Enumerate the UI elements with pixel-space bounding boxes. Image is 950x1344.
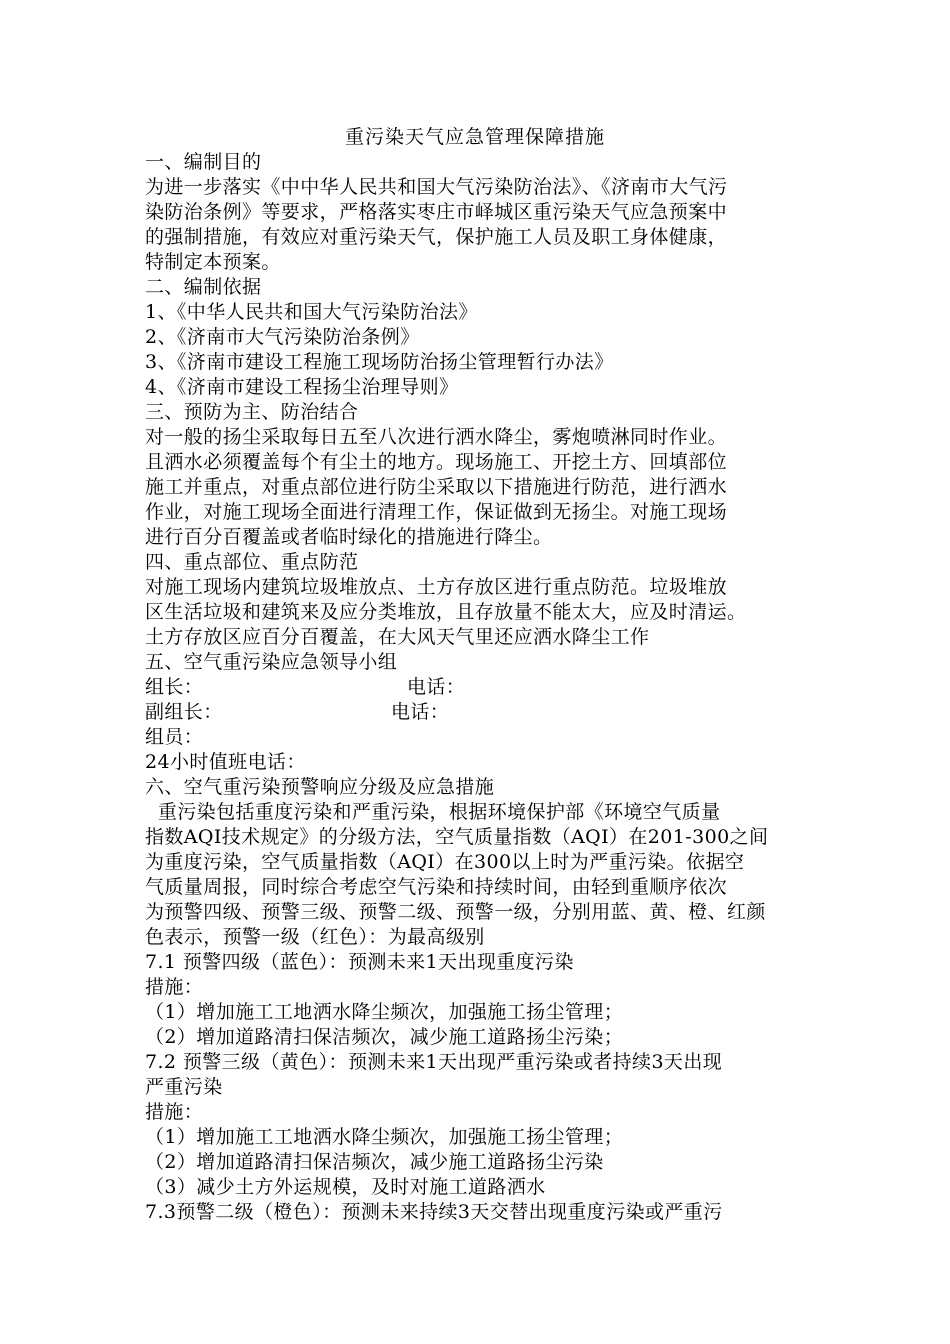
paragraph-line: 区生活垃圾和建筑来及应分类堆放，且存放量不能太大，应及时清运。 (145, 601, 747, 623)
measure-item: （3）减少土方外运规模，及时对施工道路洒水 (145, 1176, 546, 1198)
paragraph-line: 色表示，预警一级（红色）：为最高级别 (145, 926, 485, 948)
document-title: 重污染天气应急管理保障措施 (344, 126, 605, 148)
paragraph-line: 对施工现场内建筑垃圾堆放点、土方存放区进行重点防范。垃圾堆放 (145, 576, 728, 598)
deputy-phone-label: 电话： (391, 701, 450, 723)
section-heading-prevention: 三、预防为主、防治结合 (145, 401, 359, 423)
paragraph-line: 重污染包括重度污染和严重污染，根据环境保护部《环境空气质量 (145, 801, 721, 823)
measure-item: （2）增加道路清扫保洁频次，减少施工道路扬尘污染； (145, 1026, 624, 1048)
measure-item: （2）增加道路清扫保洁频次，减少施工道路扬尘污染 (145, 1151, 604, 1173)
measures-label: 措施： (145, 976, 204, 998)
deputy-label: 副组长： (145, 701, 223, 723)
list-item: 1、《中华人民共和国大气污染防治法》 (145, 301, 478, 323)
subsection-heading-level2: 7.3预警二级（橙色）：预测未来持续3天交替出现重度污染或严重污 (145, 1201, 723, 1223)
paragraph-line: 作业，对施工现场全面进行清理工作，保证做到无扬尘。对施工现场 (145, 501, 728, 523)
measure-item: （1）增加施工工地洒水降尘频次，加强施工扬尘管理； (145, 1126, 624, 1148)
duty-phone-label: 24小时值班电话： (145, 751, 306, 773)
member-label: 组员： (145, 726, 204, 748)
list-item: 3、《济南市建设工程施工现场防治扬尘管理暂行办法》 (145, 351, 614, 373)
measure-item: （1）增加施工工地洒水降尘频次，加强施工扬尘管理； (145, 1001, 624, 1023)
measures-label: 措施： (145, 1101, 204, 1123)
paragraph-line: 的强制措施，有效应对重污染天气，保护施工人员及职工身体健康， (145, 226, 728, 248)
section-heading-warning-levels: 六、空气重污染预警响应分级及应急措施 (145, 776, 495, 798)
paragraph-line: 进行百分百覆盖或者临时绿化的措施进行降尘。 (145, 526, 553, 548)
list-item: 2、《济南市大气污染防治条例》 (145, 326, 420, 348)
section-heading-key-areas: 四、重点部位、重点防范 (145, 551, 359, 573)
paragraph-line: 气质量周报，同时综合考虑空气污染和持续时间，由轻到重顺序依次 (145, 876, 728, 898)
paragraph-line: 染防治条例》等要求，严格落实枣庄市峄城区重污染天气应急预案中 (145, 201, 728, 223)
paragraph-line: 特制定本预案。 (145, 251, 281, 273)
leader-label: 组长： (145, 676, 204, 698)
paragraph-line: 为重度污染，空气质量指数（AQI）在300以上时为严重污染。依据空 (145, 851, 745, 873)
paragraph-line: 严重污染 (145, 1076, 223, 1098)
paragraph-line: 指数AQI技术规定》的分级方法，空气质量指数（AQI）在201-300之间 (145, 826, 769, 848)
paragraph-line: 为预警四级、预警三级、预警二级、预警一级，分别用蓝、黄、橙、红颜 (145, 901, 766, 923)
subsection-heading-level4: 7.1 预警四级（蓝色）：预测未来1天出现重度污染 (145, 951, 574, 973)
paragraph-line: 对一般的扬尘采取每日五至八次进行洒水降尘，雾炮喷淋同时作业。 (145, 426, 728, 448)
section-heading-purpose: 一、编制目的 (145, 151, 262, 173)
paragraph-line: 土方存放区应百分百覆盖，在大风天气里还应洒水降尘工作 (145, 626, 650, 648)
section-heading-leadership: 五、空气重污染应急领导小组 (145, 651, 398, 673)
paragraph-line: 为进一步落实《中中华人民共和国大气污染防治法》、《济南市大气污 (145, 176, 728, 198)
list-item: 4、《济南市建设工程扬尘治理导则》 (145, 376, 459, 398)
section-heading-basis: 二、编制依据 (145, 276, 262, 298)
subsection-heading-level3: 7.2 预警三级（黄色）：预测未来1天出现严重污染或者持续3天出现 (145, 1051, 723, 1073)
paragraph-line: 施工并重点，对重点部位进行防尘采取以下措施进行防范，进行洒水 (145, 476, 728, 498)
paragraph-line: 且洒水必须覆盖每个有尘土的地方。现场施工、开挖土方、回填部位 (145, 451, 728, 473)
leader-phone-label: 电话： (407, 676, 466, 698)
